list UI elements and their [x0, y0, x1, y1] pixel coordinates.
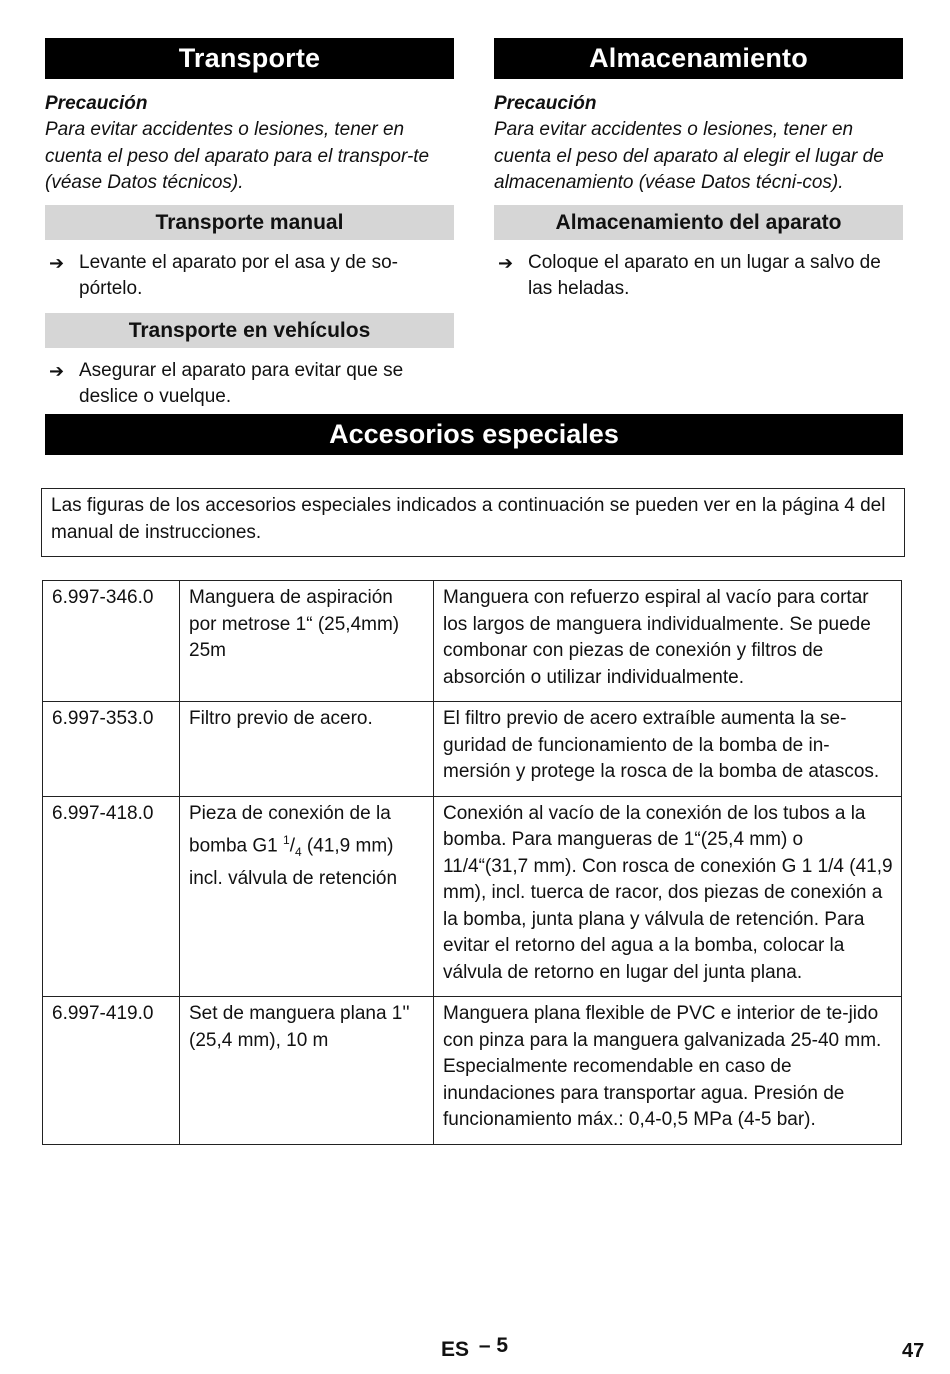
accessory-description: Conexión al vacío de la conexión de los tubos a la bomba. Para mangueras de 1“(25,4 mm) o 11/4“(31,7 mm). Con rosca de conexión G 1 1/4 (41,9 mm), incl. tuerca de racor, dos piezas de conexión a la bomba, junta plana y válvula de retención. Para evitar el retorno del agua a la bomba, colocar la válvula de retorno en lugar del junta plana.	[434, 796, 902, 997]
page-number: 47	[902, 1340, 925, 1362]
vehicle-transport-step	[45, 358, 454, 411]
accessory-code: 6.997-346.0	[43, 581, 180, 702]
accessory-name: Pieza de conexión de la bomba G1 $^1/_4$ (41,9 mm) incl. válvula de retención	[180, 796, 434, 997]
accessories-table	[42, 580, 902, 1145]
arrow-right-icon: ➔	[498, 252, 514, 273]
arrow-right-icon: ➔	[49, 360, 65, 381]
device-storage-text: Coloque el aparato en un lugar a salvo de las heladas.	[528, 251, 881, 299]
arrow-right-icon: ➔	[49, 252, 65, 273]
manual-transport-title: Transporte manual	[45, 205, 454, 240]
accessory-name-end: (41,9 mm) incl. válvula de retención	[189, 835, 398, 889]
accessory-name-start: Pieza de conexión de la bomba G1	[189, 802, 391, 857]
storage-caution-title: Precaución	[494, 93, 597, 114]
table-row	[43, 796, 902, 997]
accessory-name: Manguera de aspiración por metrose 1“ (25,4mm) 25m	[180, 581, 434, 702]
accessories-title: Accesorios especiales	[45, 414, 903, 455]
accessory-description: Manguera plana flexible de PVC e interior de te-jido con pinza para la manguera galvanizada 25-40 mm. Especialmente recomendable en caso de inundaciones para transportar agua. Presión de funcionamiento máx.: 0,4-0,5 MPa (4-5 bar).	[434, 997, 902, 1145]
fraction-numerator: 1	[283, 833, 290, 847]
accessory-name: Set de manguera plana 1'' (25,4 mm), 10 m	[180, 997, 434, 1145]
language-code: ES	[441, 1338, 470, 1361]
table-row	[43, 702, 902, 797]
section-page: – 5	[478, 1334, 509, 1357]
accessory-code: 6.997-419.0	[43, 997, 180, 1145]
storage-title: Almacenamiento	[494, 38, 903, 79]
vehicle-transport-title: Transporte en vehículos	[45, 313, 454, 348]
accessory-name: Filtro previo de acero.	[180, 702, 434, 797]
accessory-description: Manguera con refuerzo espiral al vacío para cortar los largos de manguera individualmente. Se puede combonar con piezas de conexión y filtros de absorción o utilizar individualmente.	[434, 581, 902, 702]
transport-caution-text: Para evitar accidentes o lesiones, tener en cuenta el peso del aparato para el transpor-te (véase Datos técnicos).	[45, 119, 430, 193]
table-row	[43, 581, 902, 702]
storage-caution-text: Para evitar accidentes o lesiones, tener en cuenta el peso del aparato al elegir el lugar de almacenamiento (véase Datos técni-cos).	[494, 119, 884, 193]
storage-section	[494, 38, 903, 303]
fraction-denominator: 4	[294, 845, 302, 860]
accessories-note: Las figuras de los accesorios especiales indicados a continuación se pueden ver en la página 4 del manual de instrucciones.	[41, 488, 905, 557]
transport-section	[45, 38, 454, 411]
manual-transport-text: Levante el aparato por el asa y de so-pórtelo.	[79, 251, 398, 299]
accessory-description: El filtro previo de acero extraíble aumenta la se-guridad de funcionamiento de la bomba de in-mersión y protege la rosca de la bomba de atascos.	[434, 702, 902, 797]
accessory-code: 6.997-353.0	[43, 702, 180, 797]
table-row	[43, 997, 902, 1145]
device-storage-step	[494, 250, 903, 303]
transport-caution-title: Precaución	[45, 93, 148, 114]
transport-title: Transporte	[45, 38, 454, 79]
manual-transport-step	[45, 250, 454, 303]
vehicle-transport-text: Asegurar el aparato para evitar que se deslice o vuelque.	[79, 359, 404, 407]
footer-language	[441, 1334, 509, 1362]
accessory-code: 6.997-418.0	[43, 796, 180, 997]
device-storage-title: Almacenamiento del aparato	[494, 205, 903, 240]
